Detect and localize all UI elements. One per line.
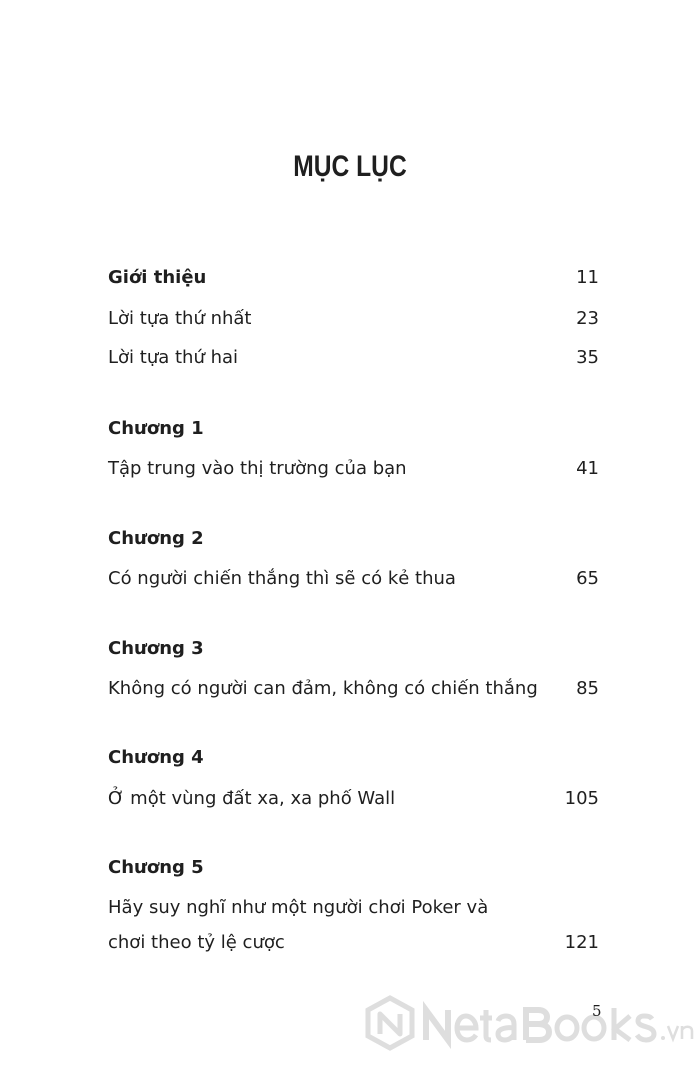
toc-entry-label: Hãy suy nghĩ như một người chơi Poker và bbox=[108, 897, 489, 918]
toc-entry-label: Có người chiến thắng thì sẽ có kẻ thua bbox=[108, 568, 456, 589]
chapter-heading-label: Chương 5 bbox=[108, 857, 204, 878]
toc-page-number: 105 bbox=[564, 788, 599, 809]
toc-page-number: 11 bbox=[576, 267, 599, 288]
toc-entry-label: Lời tựa thứ nhất bbox=[108, 308, 252, 329]
toc-page-number: 121 bbox=[564, 932, 599, 953]
toc-entry-label: Không có người can đảm, không có chiến thắng bbox=[108, 678, 538, 699]
page-number: 5 bbox=[592, 1002, 602, 1020]
toc-page-number: 41 bbox=[576, 458, 599, 479]
toc-page-number: 35 bbox=[576, 347, 599, 368]
toc-page-number: 65 bbox=[576, 568, 599, 589]
chapter-heading-label: Chương 1 bbox=[108, 418, 204, 439]
toc-entry-label: Giới thiệu bbox=[108, 267, 207, 288]
page-title: MỤC LỤC bbox=[293, 150, 407, 183]
toc-entry-label: Ở một vùng đất xa, xa phố Wall bbox=[108, 788, 396, 809]
toc-page-number: 23 bbox=[576, 308, 599, 329]
netabooks-watermark bbox=[362, 994, 696, 1054]
chapter-heading-label: Chương 3 bbox=[108, 638, 204, 659]
toc-entry-label: Lời tựa thứ hai bbox=[108, 347, 239, 368]
chapter-heading-label: Chương 4 bbox=[108, 747, 204, 768]
chapter-heading-label: Chương 2 bbox=[108, 528, 204, 549]
toc-entry-label: Tập trung vào thị trường của bạn bbox=[108, 458, 407, 479]
toc-entry-label: chơi theo tỷ lệ cược bbox=[108, 932, 285, 953]
toc-page-number: 85 bbox=[576, 678, 599, 699]
netabooks-logo-icon bbox=[362, 994, 696, 1054]
